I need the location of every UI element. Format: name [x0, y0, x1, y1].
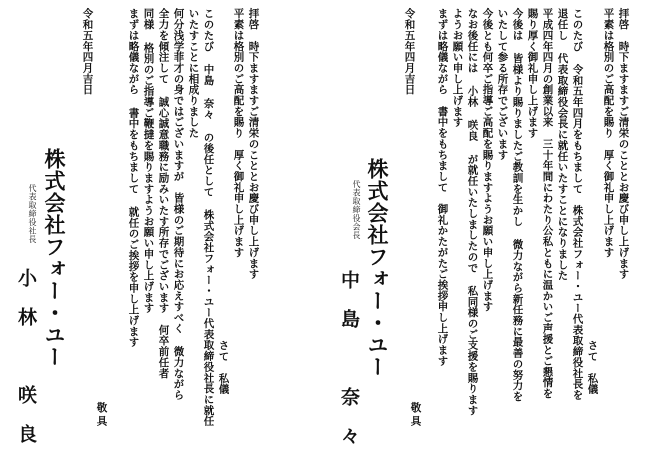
closing-keigu: 敬具 [409, 402, 422, 429]
letter-line: 退任し 代表取締役会長に就任いたすことになりました [556, 8, 569, 281]
letter-line: 賜り厚く御礼申し上げます [526, 8, 539, 139]
letter-line: さて 私儀 [217, 340, 230, 395]
letter-line: このたび 令和五年四月をもちまして 株式会社フォー・ユー代表取締役社長を [571, 8, 584, 401]
letter-date: 令和五年四月吉日 [403, 8, 416, 95]
company-name: 株式会社フォー・ユー [42, 148, 67, 368]
letter-outgoing-president [328, 0, 650, 465]
letter-line: いたして参る所存でございます [496, 8, 509, 160]
letter-line: ようお願い申し上げます [451, 8, 464, 128]
letter-line: まずは略儀ながら 書中をもちまして 就任のご挨拶を申し上げます [127, 8, 140, 348]
letter-incoming-president [4, 0, 326, 463]
letter-date: 令和五年四月吉日 [81, 8, 94, 95]
letter-line: いたすことに相成りました [187, 8, 200, 139]
signer-name: 小林 咲良 [15, 268, 37, 463]
company-name: 株式会社フォー・ユー [365, 158, 390, 378]
letter-line: 今後は 皆様より賜りましたご教訓を生かし 微力ながら新任務に最善の努力を [511, 8, 524, 402]
letter-line: 平成四年四月の創業以来 三十年間にわたり公私ともに温かいご声援とご懇情を [541, 8, 554, 399]
letter-line: 拝啓 時下ますますご清栄のこととお慶び申し上げます [617, 8, 630, 280]
letter-line: 何分浅学菲才の身ではございますが 皆様のご期待にお応えすべく 微力ながら [172, 8, 185, 401]
letter-line: なお後任には 小林 咲良 が就任いたしましたので 私同様のご支援を賜ります [466, 8, 479, 416]
letter-line: 拝啓 時下ますますご清栄のこととお慶び申し上げます [247, 8, 260, 280]
letter-line: 今後とも何卒ご指導ご高配を賜りますようお願い申し上げます [481, 8, 494, 312]
letter-line: このたび 中島 奈々 の後任として 株式会社フォー・ユー代表取締役社長に就任 [202, 8, 215, 427]
signer-title: 代表取締役社長 [28, 184, 37, 244]
letter-line: まずは略儀ながら 書中をもちまして 御礼かたがたご挨拶申し上げます [436, 8, 449, 367]
letter-line: 全力を傾注して 誠心誠意職務に励みいたす所存でございます 何卒前任者 [157, 8, 170, 379]
closing-keigu: 敬具 [95, 402, 108, 429]
letter-line: 平素は格別のご高配を賜り 厚く御礼申し上げます [602, 8, 615, 258]
letter-line: 同様 格別のご指導ご鞭撻を賜りますようお願い申し上げます [142, 8, 155, 314]
letter-line: 平素は格別のご高配を賜り 厚く御礼申し上げます [232, 8, 245, 258]
signer-title: 代表取締役会長 [352, 180, 361, 240]
letter-line: さて 私儀 [586, 340, 599, 395]
signer-name: 中島 奈々 [338, 270, 360, 465]
